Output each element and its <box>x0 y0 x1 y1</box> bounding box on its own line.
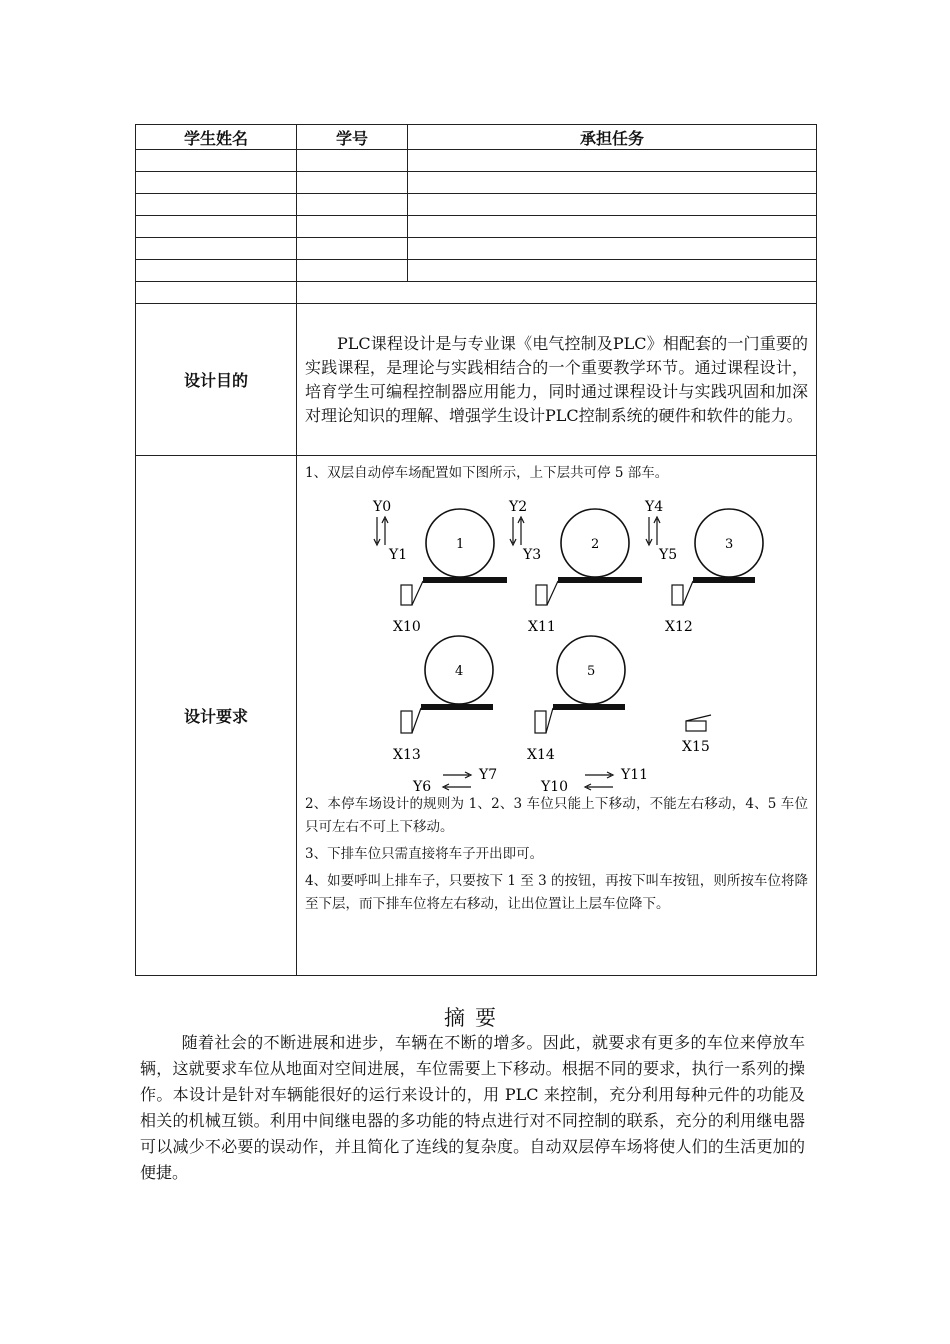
purpose-row <box>136 304 817 456</box>
requirements-row <box>136 456 817 976</box>
table-row <box>136 194 817 216</box>
slot-2-up-label: Y2 <box>509 499 528 515</box>
lower-slot-5 <box>527 636 648 795</box>
slot-5-sensor: X14 <box>527 747 555 763</box>
slot-1-down-label: Y1 <box>389 547 408 563</box>
slot-4-left-label: Y6 <box>413 779 432 795</box>
slot-4-sensor: X13 <box>393 747 421 763</box>
requirement-4: 4、如要呼叫上排车子，只要按下 1 至 3 的按钮，再按下叫车按钮，则所按车位将降至下层，而下排车位将左右移动，让出位置让上层车位降下。 <box>305 873 808 912</box>
purpose-text: PLC课程设计是与专业课《电气控制及PLC》相配套的一门重要的实践课程，是理论与实践相结合的一个重要教学环节。通过课程设计，培育学生可编程控制器应用能力，同时通过课程设计与实践巩固和加深对理论知识的理解、增强学生设计PLC控制系统的硬件和软件的能力。 <box>297 304 817 456</box>
slot-3-sensor: X12 <box>665 619 693 635</box>
slot-2-sensor: X11 <box>528 619 556 635</box>
slot-2-down-label: Y3 <box>523 547 542 563</box>
slot-4-right-label: Y7 <box>479 767 498 783</box>
requirement-3: 3、下排车位只需直接将车子开出即可。 <box>305 846 544 862</box>
requirements-cell <box>297 456 817 976</box>
slot-3-down-label: Y5 <box>659 547 678 563</box>
upper-slot-2 <box>508 499 642 635</box>
lower-slot-4 <box>393 636 497 795</box>
abstract-body: 随着社会的不断进展和进步，车辆在不断的增多。因此，就要求有更多的车位来停放车辆，这就要求车位从地面对空间进展，车位需要上下移动。根据不同的要求，执行一系列的操作。本设计是针对车辆能很好的运行来设计的，用 PLC 来控制，充分利用每种元件的功能及相关的机械互锁。利用中间继电器的多功能的特点进行对不同控制的联系，充分的利用继电器可以减少不必要的误动作，并且简化了连线的复杂度。自动双层停车场将使人们的生活更加的便捷。 <box>140 1033 805 1182</box>
purpose-label: 设计目的 <box>136 304 297 456</box>
parking-diagram <box>355 495 755 795</box>
table-row <box>136 238 817 260</box>
slot-4-number: 4 <box>455 664 464 679</box>
abstract-title: 摘要 <box>444 1006 506 1030</box>
slot-5-number: 5 <box>587 664 596 679</box>
slot-3-number: 3 <box>725 537 734 552</box>
requirements-label: 设计要求 <box>136 456 297 976</box>
table-row <box>136 260 817 282</box>
requirement-1: 1、双层自动停车场配置如下图所示，上下层共可停 5 部车。 <box>305 465 669 481</box>
header-task: 承担任务 <box>408 125 817 150</box>
call-sensor-label: X15 <box>682 739 710 755</box>
table-row <box>136 150 817 172</box>
upper-slot-1 <box>372 499 507 635</box>
call-sensor <box>682 715 711 755</box>
slot-1-up-label: Y0 <box>373 499 392 515</box>
assignment-table <box>135 124 817 976</box>
slot-5-right-label: Y11 <box>621 767 649 783</box>
slot-5-left-label: Y10 <box>541 779 569 795</box>
slot-3-up-label: Y4 <box>645 499 664 515</box>
table-header-row <box>136 125 817 150</box>
slot-2-number: 2 <box>591 537 600 552</box>
upper-slot-3 <box>644 499 763 635</box>
header-student-name: 学生姓名 <box>136 125 297 150</box>
table-row <box>136 282 817 304</box>
slot-1-number: 1 <box>456 537 465 552</box>
requirement-2: 2、本停车场设计的规则为 1、2、3 车位只能上下移动，不能左右移动，4、5 车位只可左右不可上下移动。 <box>305 796 808 835</box>
table-row <box>136 172 817 194</box>
slot-1-sensor: X10 <box>393 619 421 635</box>
table-row <box>136 216 817 238</box>
header-student-id: 学号 <box>297 125 408 150</box>
